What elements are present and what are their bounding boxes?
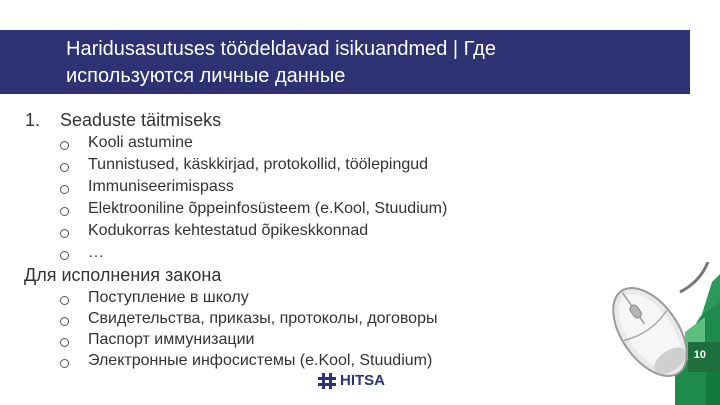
slide-title-line-2: используются личные данные xyxy=(66,65,346,87)
section2-heading: Для исполнения закона xyxy=(24,265,222,285)
bullet-icon xyxy=(60,163,69,172)
section1-heading-text: Seaduste täitmiseks xyxy=(60,110,222,130)
bullet-icon xyxy=(60,251,69,260)
bullet-icon xyxy=(60,317,69,326)
bullet-icon xyxy=(60,296,69,305)
bullet-icon xyxy=(60,359,69,368)
bullet-icon xyxy=(60,229,69,238)
slide-title-line-1: Haridusasutuses töödeldavad isikuandmed | Где xyxy=(66,38,496,60)
hitsa-logo xyxy=(318,372,385,389)
slide-title xyxy=(66,36,676,90)
bullet-icon xyxy=(60,141,69,150)
section1-number: 1. xyxy=(25,110,41,130)
logo-text: HITSA xyxy=(340,372,385,389)
page-number: 10 xyxy=(693,349,706,361)
computer-mouse-illustration xyxy=(580,262,720,405)
bullet-icon xyxy=(60,207,69,216)
bullet-icon xyxy=(60,338,69,347)
hashtag-icon xyxy=(318,373,336,389)
bullet-icon xyxy=(60,185,69,194)
